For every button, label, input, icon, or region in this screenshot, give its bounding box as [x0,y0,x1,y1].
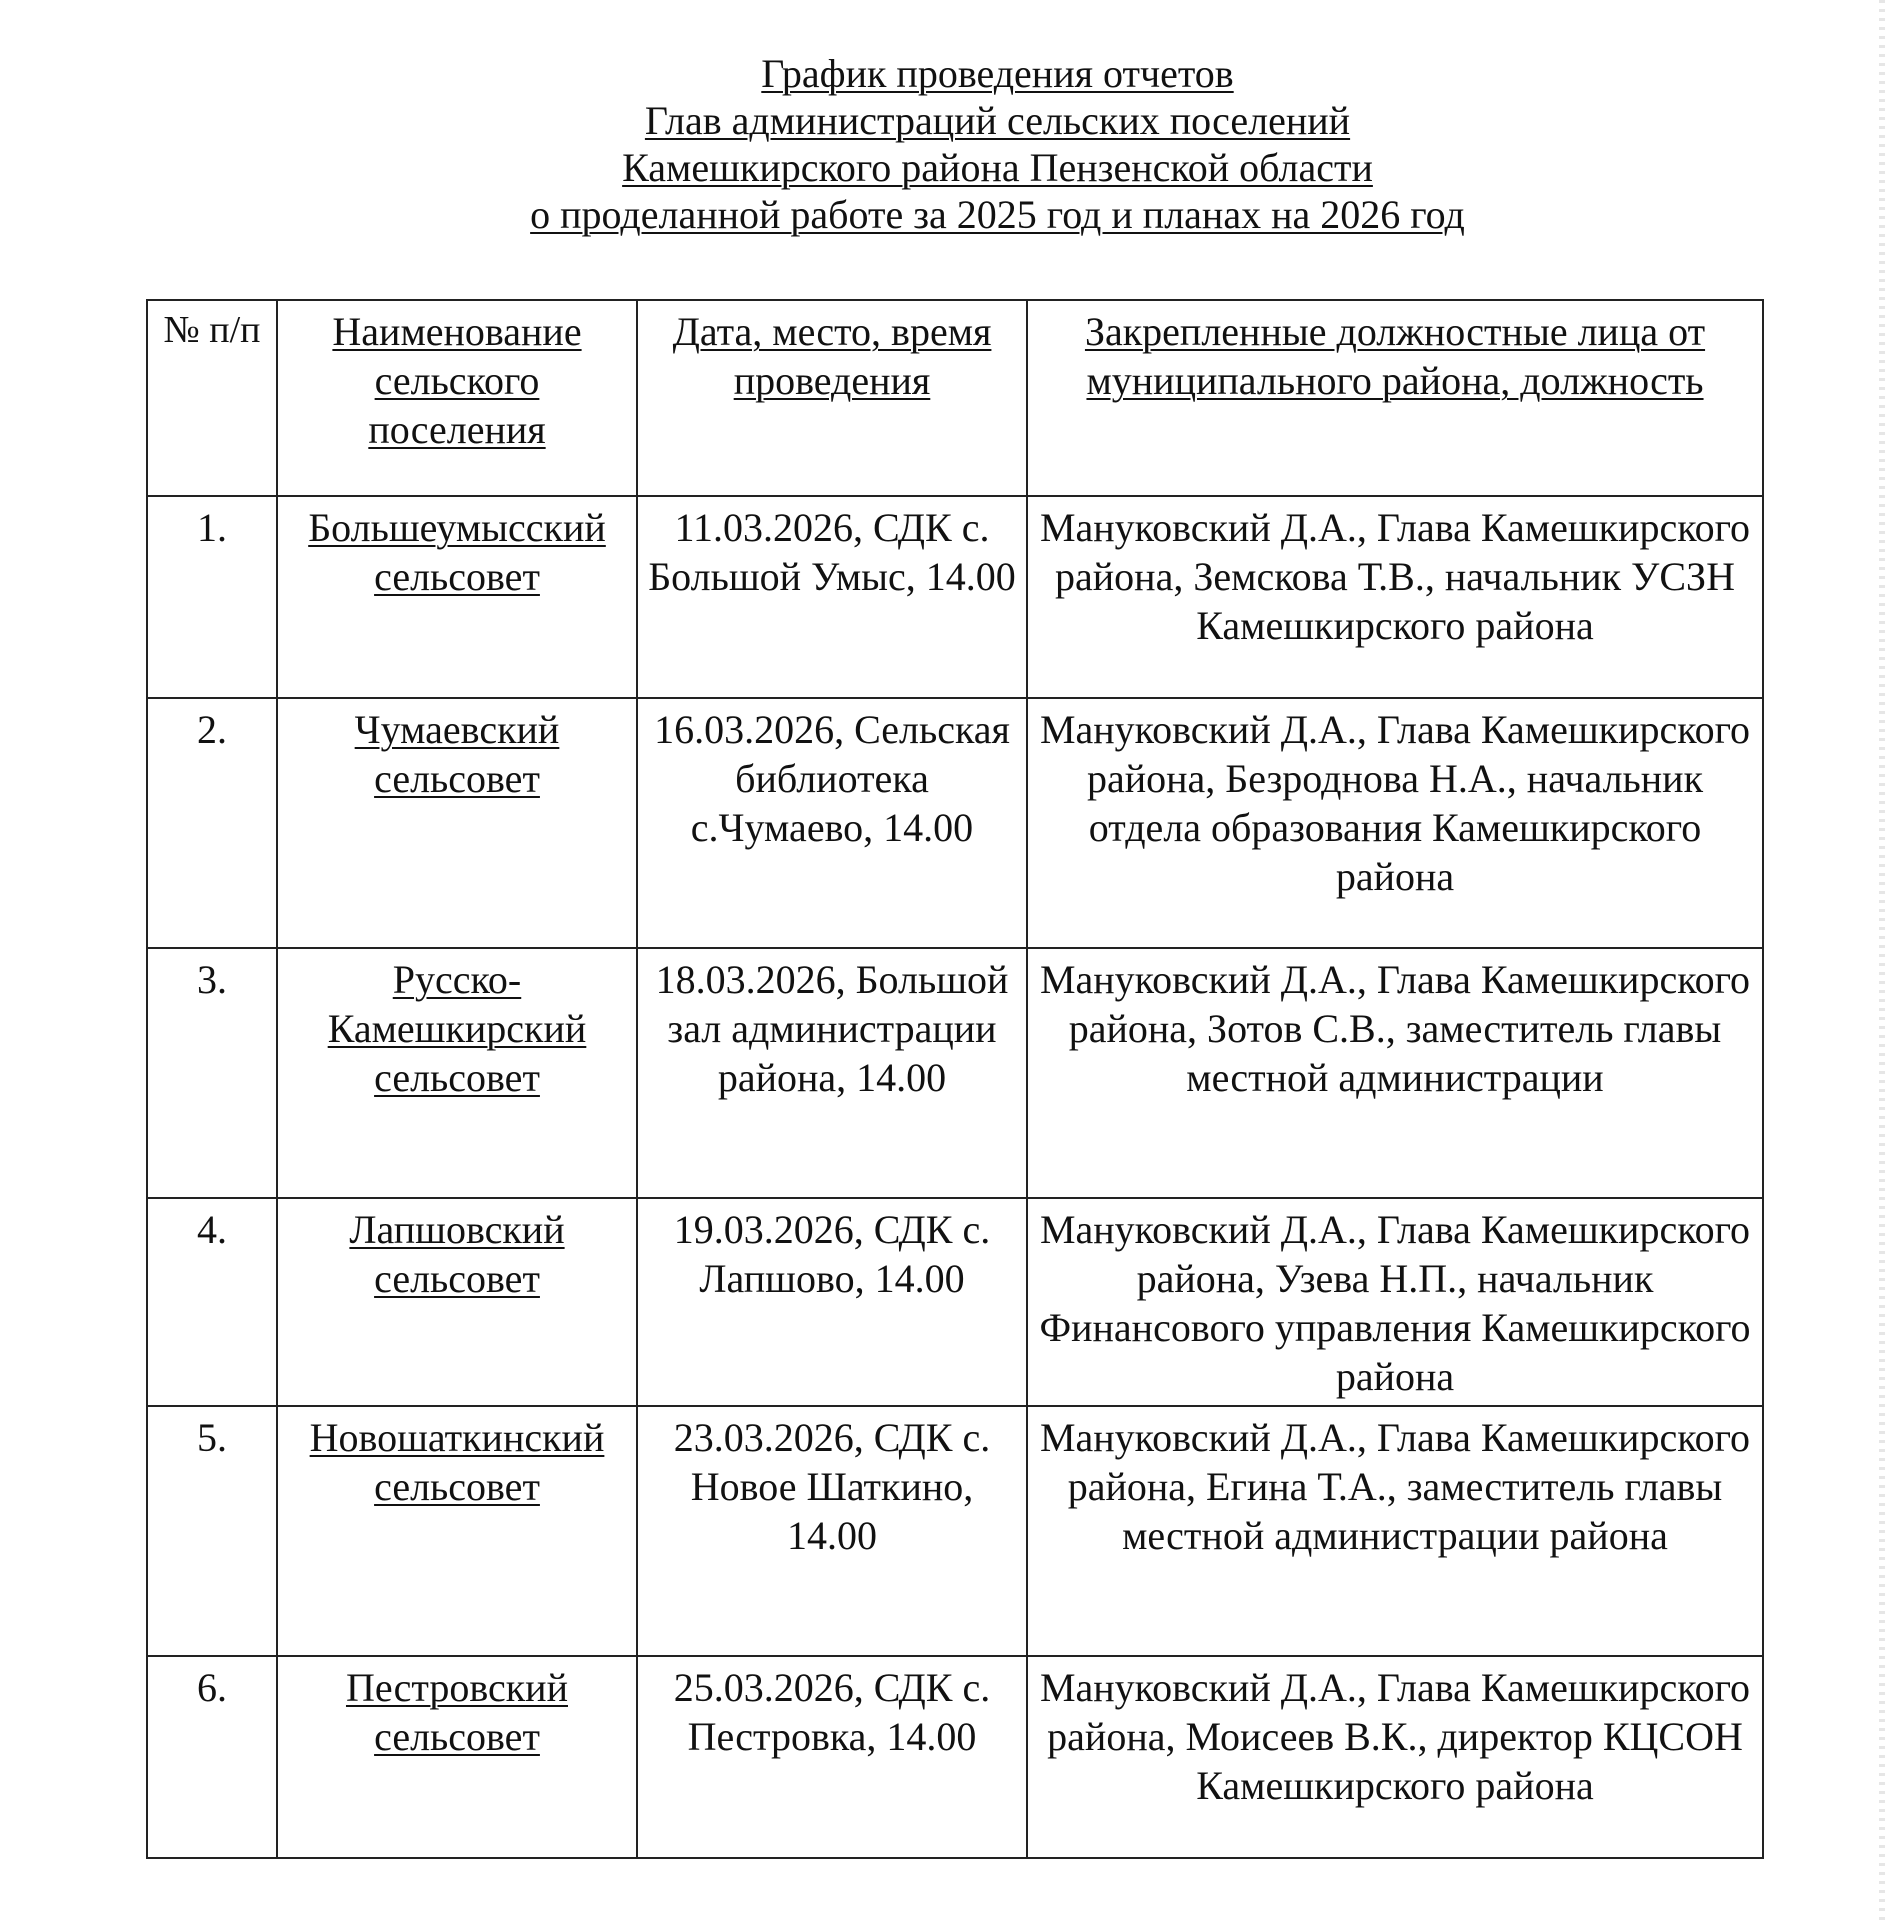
date-place-time: 11.03.2026, СДК с. Большой Умыс, 14.00 [637,496,1027,698]
table-row [147,698,1763,948]
header-officials: Закрепленные должностные лица от муниципального района, должность [1027,300,1763,496]
scan-edge [1879,0,1885,1920]
date-place-time: 18.03.2026, Большой зал администрации района, 14.00 [637,948,1027,1198]
date-place-time: 23.03.2026, СДК с. Новое Шаткино, 14.00 [637,1406,1027,1656]
title-line-3: Камешкирского района Пензенской области [622,145,1373,190]
table-row [147,1198,1763,1406]
row-num: 1. [147,496,277,698]
settlement-name: Русско-Камешкирский сельсовет [277,948,637,1198]
header-date: Дата, место, время проведения [637,300,1027,496]
settlement-name: Новошаткинский сельсовет [277,1406,637,1656]
assigned-officials: Мануковский Д.А., Глава Камешкирского района, Моисеев В.К., директор КЦСОН Камешкирского района [1027,1656,1763,1858]
table-row [147,1656,1763,1858]
table-row [147,496,1763,698]
assigned-officials: Мануковский Д.А., Глава Камешкирского района, Егина Т.А., заместитель главы местной администрации района [1027,1406,1763,1656]
row-num: 4. [147,1198,277,1406]
table-header-row [147,300,1763,496]
document-title [0,50,1885,238]
assigned-officials: Мануковский Д.А., Глава Камешкирского района, Зотов С.В., заместитель главы местной администрации [1027,948,1763,1198]
date-place-time: 16.03.2026, Сельская библиотека с.Чумаево, 14.00 [637,698,1027,948]
header-num: № п/п [147,300,277,496]
date-place-time: 25.03.2026, СДК с. Пестровка, 14.00 [637,1656,1027,1858]
title-line-4: о проделанной работе за 2025 год и планах на 2026 год [530,192,1465,237]
settlement-name: Чумаевский сельсовет [277,698,637,948]
schedule-table [146,299,1764,1859]
row-num: 2. [147,698,277,948]
title-line-2: Глав администраций сельских поселений [644,98,1351,143]
assigned-officials: Мануковский Д.А., Глава Камешкирского района, Узева Н.П., начальник Финансового управления Камешкирского района [1027,1198,1763,1406]
row-num: 3. [147,948,277,1198]
settlement-name: Пестровский сельсовет [277,1656,637,1858]
header-name: Наименование сельского поселения [277,300,637,496]
assigned-officials: Мануковский Д.А., Глава Камешкирского района, Безроднова Н.А., начальник отдела образования Камешкирского района [1027,698,1763,948]
row-num: 6. [147,1656,277,1858]
settlement-name: Большеумысский сельсовет [277,496,637,698]
settlement-name: Лапшовский сельсовет [277,1198,637,1406]
assigned-officials: Мануковский Д.А., Глава Камешкирского района, Земскова Т.В., начальник УСЗН Камешкирского района [1027,496,1763,698]
table-row [147,948,1763,1198]
title-line-1: График проведения отчетов [761,51,1234,96]
date-place-time: 19.03.2026, СДК с. Лапшово, 14.00 [637,1198,1027,1406]
table-row [147,1406,1763,1656]
row-num: 5. [147,1406,277,1656]
